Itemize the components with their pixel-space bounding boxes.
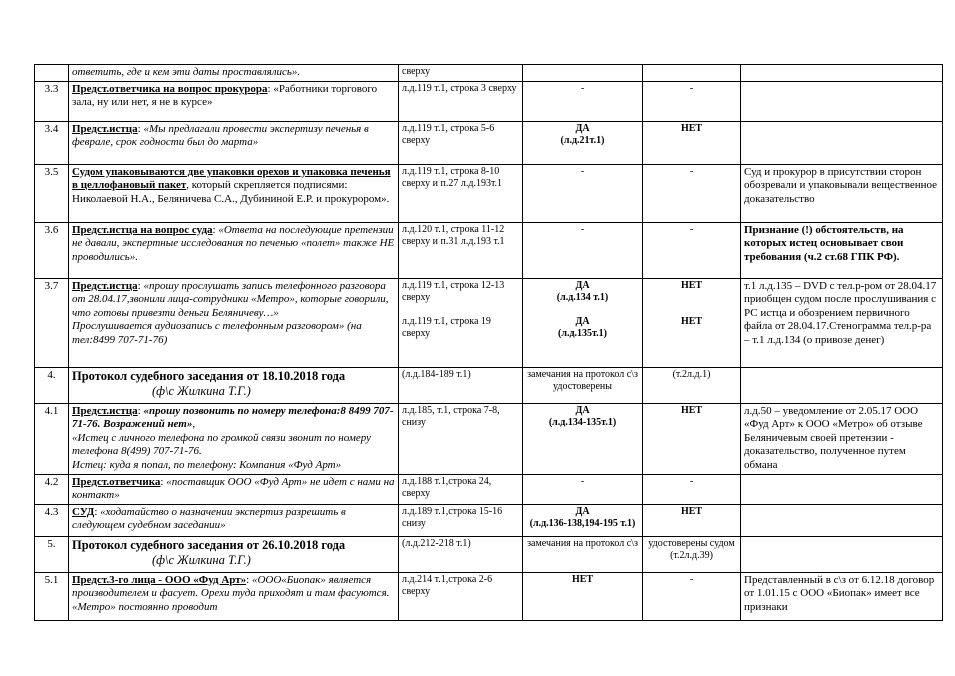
notes bbox=[741, 474, 943, 504]
text-segment: «Истец с личного телефона по громкой связи звонит по номеру телефона 8(499) 707-71-76. Истец: куда я попал, по телефону: Компания «Фуд Арт» bbox=[72, 431, 371, 471]
row-number: 4.3 bbox=[35, 504, 69, 536]
text-segment: Предст.истца bbox=[72, 279, 138, 292]
notes bbox=[741, 536, 943, 572]
row-text bbox=[69, 504, 399, 536]
column-5-value: НЕТ bbox=[643, 504, 741, 536]
notes bbox=[741, 121, 943, 164]
case-reference: л.д.120 т.1, строка 11-12 сверху и п.31 л.д.193 т.1 bbox=[399, 222, 523, 278]
case-reference: л.д.119 т.1, строка 5-6 сверху bbox=[399, 121, 523, 164]
column-4-value: - bbox=[523, 164, 643, 222]
row-text bbox=[69, 164, 399, 222]
row-number: 5.1 bbox=[35, 572, 69, 620]
row-text bbox=[69, 403, 399, 474]
case-reference: л.д.119 т.1, строка 8-10 сверху и п.27 л.д.193т.1 bbox=[399, 164, 523, 222]
notes bbox=[741, 367, 943, 403]
table-row bbox=[35, 278, 943, 367]
row-number: 4.2 bbox=[35, 474, 69, 504]
evidence-table bbox=[34, 64, 943, 621]
row-number: 3.6 bbox=[35, 222, 69, 278]
text-segment: «ходатайство о назначении экспертиз разрешить в следующем судебном заседании» bbox=[72, 505, 346, 532]
table-row bbox=[35, 536, 943, 572]
text-segment: «поставщик ООО «Фуд Арт» не идет с нами на контакт» bbox=[72, 475, 395, 502]
table-row bbox=[35, 403, 943, 474]
case-reference: л.д.119 т.1, строка 3 сверху bbox=[399, 81, 523, 121]
column-4-value: замечания на протокол с\з bbox=[523, 536, 643, 572]
column-5-value: - bbox=[643, 222, 741, 278]
text-segment: «ООО«Биопак» является производителем и фасует. Орехи туда приходят и там фасуются. «Метро» постоянно проводит bbox=[72, 573, 390, 613]
row-text bbox=[69, 278, 399, 367]
text-segment: (ф\с Жилкина Т.Г.) bbox=[152, 553, 251, 568]
text-segment: : bbox=[137, 279, 144, 292]
notes bbox=[741, 65, 943, 82]
text-segment: Предст.истца на вопрос суда bbox=[72, 223, 213, 236]
column-5-value bbox=[643, 65, 741, 82]
column-5-value: НЕТ bbox=[643, 403, 741, 474]
text-segment: Протокол судебного заседания от 26.10.2018 года bbox=[72, 537, 346, 552]
column-4-value: НЕТ bbox=[523, 572, 643, 620]
text-segment: Предст.истца bbox=[72, 404, 138, 417]
column-5-value: НЕТ НЕТ bbox=[643, 278, 741, 367]
row-text bbox=[69, 222, 399, 278]
row-text bbox=[69, 81, 399, 121]
table-row bbox=[35, 65, 943, 82]
row-text bbox=[69, 536, 399, 572]
text-segment: Протокол судебного заседания от 18.10.2018 года bbox=[72, 368, 346, 383]
row-number: 3.7 bbox=[35, 278, 69, 367]
notes: Представленный в с\з от 6.12.18 договор от 1.01.15 с ООО «Биопак» имеет все признаки bbox=[741, 572, 943, 620]
text-segment: : «Работники торгового зала, ну или нет, я не в курсе» bbox=[72, 82, 378, 109]
row-number: 3.5 bbox=[35, 164, 69, 222]
row-text bbox=[69, 367, 399, 403]
case-reference: л.д.214 т.1,строка 2-6 сверху bbox=[399, 572, 523, 620]
row-number bbox=[35, 65, 69, 82]
table-row bbox=[35, 81, 943, 121]
column-5-value: - bbox=[643, 572, 741, 620]
row-text bbox=[69, 474, 399, 504]
table-row bbox=[35, 121, 943, 164]
table-row bbox=[35, 474, 943, 504]
text-segment: «Мы предлагали провести экспертизу печенья в феврале, срок годности был до марта» bbox=[72, 122, 369, 149]
table-row bbox=[35, 572, 943, 620]
column-5-value: - bbox=[643, 474, 741, 504]
text-segment: ответить, где и кем эти даты проставлялись». bbox=[72, 66, 301, 78]
column-4-value: ДА (л.д.136-138,194-195 т.1) bbox=[523, 504, 643, 536]
text-segment: «Ответа на последующие претензии не давали, экспертные исследования по печенью «полет» также НЕ проводились». bbox=[72, 223, 395, 263]
text-segment: : bbox=[246, 573, 252, 586]
text-segment: : bbox=[137, 404, 144, 417]
notes: т.1 л.д.135 – DVD с тел.р-ром от 28.04.17 приобщен судом после прослушивания с РС истца и обозрением первичного файла от 28.04.17.Стенограмма тел.р-ра – т.1 л.д.134 (о привозе денег) bbox=[741, 278, 943, 367]
case-reference: (л.д.212-218 т.1) bbox=[399, 536, 523, 572]
case-reference: сверху bbox=[399, 65, 523, 82]
case-reference: л.д.185, т.1, строка 7-8, снизу bbox=[399, 403, 523, 474]
case-reference: (л.д.184-189 т.1) bbox=[399, 367, 523, 403]
text-segment: СУД bbox=[72, 505, 95, 518]
text-segment: , bbox=[192, 418, 196, 431]
case-reference: л.д.119 т.1, строка 12-13 сверху л.д.119 т.1, строка 19 сверху bbox=[399, 278, 523, 367]
column-4-value: ДА (л.д.21т.1) bbox=[523, 121, 643, 164]
text-segment: : bbox=[94, 505, 101, 518]
notes: л.д.50 – уведомление от 2.05.17 ООО «Фуд Арт» к ООО «Метро» об отзыве Беляничевым своей претензии - доказательство, полученное путем обмана bbox=[741, 403, 943, 474]
text-segment: : bbox=[160, 475, 167, 488]
row-number: 4. bbox=[35, 367, 69, 403]
text-segment: : bbox=[212, 223, 219, 236]
table-body bbox=[35, 65, 943, 621]
column-5-value: - bbox=[643, 164, 741, 222]
row-text bbox=[69, 572, 399, 620]
row-number: 3.3 bbox=[35, 81, 69, 121]
column-5-value: удостоверены судом (т.2л.д.39) bbox=[643, 536, 741, 572]
text-segment: «прошу позвонить по номеру телефона:8 8499 707-71-76. Возражений нет» bbox=[72, 404, 394, 431]
text-segment: (ф\с Жилкина Т.Г.) bbox=[152, 384, 251, 399]
table-row bbox=[35, 367, 943, 403]
table-row bbox=[35, 222, 943, 278]
column-4-value: - bbox=[523, 81, 643, 121]
row-number: 5. bbox=[35, 536, 69, 572]
notes: Суд и прокурор в присутствии сторон обозревали и упаковывали вещественное доказательство bbox=[741, 164, 943, 222]
notes bbox=[741, 504, 943, 536]
notes bbox=[741, 81, 943, 121]
column-4-value: - bbox=[523, 474, 643, 504]
case-reference: л.д.188 т.1,строка 24, сверху bbox=[399, 474, 523, 504]
row-text bbox=[69, 65, 399, 82]
column-5-value: (т.2л.д.1) bbox=[643, 367, 741, 403]
column-4-value: ДА (л.д.134 т.1) ДА (л.д.135т.1) bbox=[523, 278, 643, 367]
text-segment: Судом упаковываются две упаковки орехов и упаковка печенья в целлофановый пакет bbox=[72, 165, 391, 192]
notes: Признание (!) обстоятельств, на которых истец основывает свои требования (ч.2 ст.68 ГПК РФ). bbox=[741, 222, 943, 278]
column-5-value: НЕТ bbox=[643, 121, 741, 164]
column-4-value bbox=[523, 65, 643, 82]
row-number: 4.1 bbox=[35, 403, 69, 474]
text-segment: Предст.ответчика bbox=[72, 475, 161, 488]
column-4-value: - bbox=[523, 222, 643, 278]
row-text bbox=[69, 121, 399, 164]
table-row bbox=[35, 164, 943, 222]
column-4-value: ДА (л.д.134-135т.1) bbox=[523, 403, 643, 474]
text-segment: Предст.3-го лица - ООО «Фуд Арт» bbox=[72, 573, 247, 586]
case-reference: л.д.189 т.1,строка 15-16 снизу bbox=[399, 504, 523, 536]
text-segment: , который скрепляется подписями: Николаевой Н.А., Беляничева С.А., Дубининой Е.Р. и прокурором». bbox=[72, 179, 390, 205]
text-segment: : bbox=[137, 122, 144, 135]
text-segment: Предст.ответчика на вопрос прокурора bbox=[72, 82, 268, 95]
text-segment: «прошу прослушать запись телефонного разговора от 28.04.17,звонили лица-сотрудники «Метро», которые говорили, что готовы привезти деньги Беляничеву…» Прослушивается аудиозапись с телефонным разговором» (на тел:8499 707-71-76) bbox=[72, 279, 389, 346]
row-number: 3.4 bbox=[35, 121, 69, 164]
column-5-value: - bbox=[643, 81, 741, 121]
text-segment: Предст.истца bbox=[72, 122, 138, 135]
column-4-value: замечания на протокол с\з удостоверены bbox=[523, 367, 643, 403]
table-row bbox=[35, 504, 943, 536]
